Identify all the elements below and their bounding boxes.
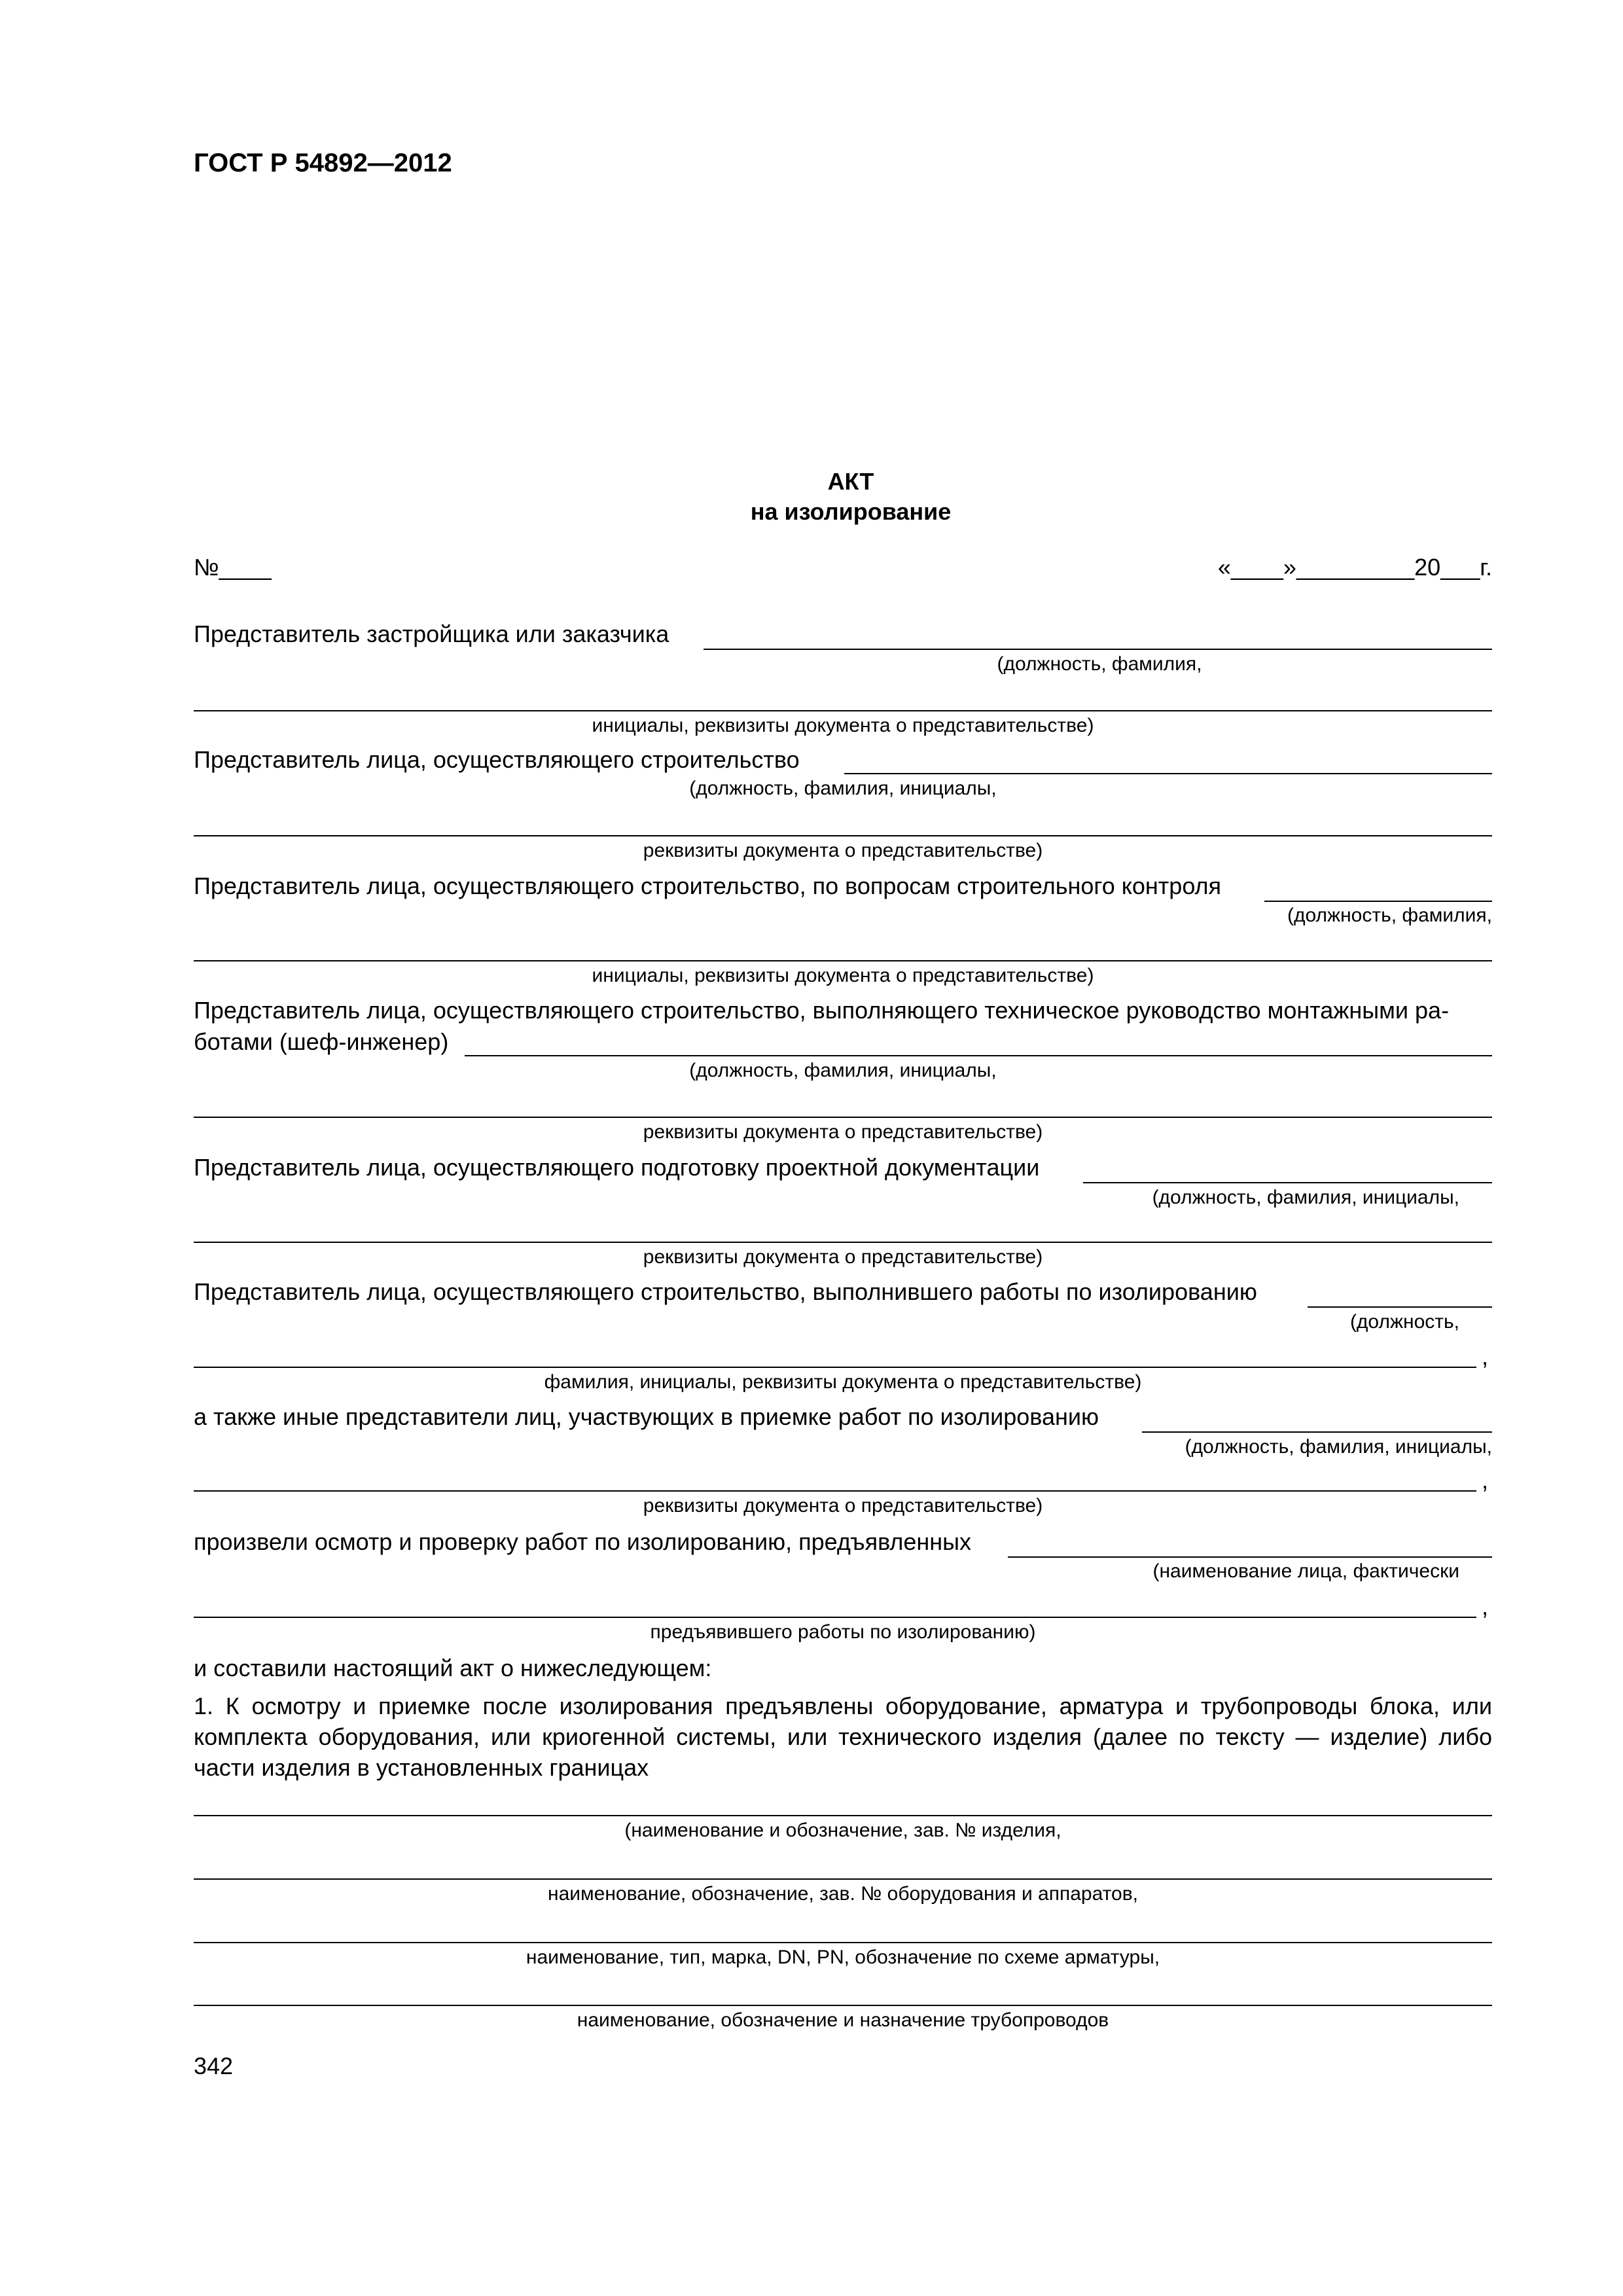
item-caption-c: наименование, тип, марка, DN, PN, обозначение по схеме арматуры, [526,1946,1160,1968]
insulator-input-line-2[interactable] [194,1367,1476,1368]
act-number: №____ [194,554,272,581]
body-intro: и составили настоящий акт о нижеследующем: [194,1655,712,1681]
others-input-line-2[interactable] [194,1490,1476,1492]
developer-label: Представитель застройщика или заказчика [194,620,669,647]
item-input-line-b[interactable] [194,1878,1492,1880]
inspection-caption-2: предъявившего работы по изолированию) [650,1621,1036,1643]
insulator-label: Представитель лица, осуществляющего строительство, выполнившего работы по изолированию [194,1278,1257,1305]
item-caption-d: наименование, обозначение и назначение трубопроводов [577,2009,1109,2031]
others-label: а также иные представители лиц, участвующих в приемке работ по изолированию [194,1403,1099,1430]
document-header: ГОСТ Р 54892—2012 [194,149,452,177]
item-caption-b: наименование, обозначение, зав. № оборудования и аппаратов, [548,1883,1138,1905]
act-title: АКТ [827,468,874,495]
item-caption-a: (наименование и обозначение, зав. № изделия, [624,1820,1061,1841]
insulator-caption-2: фамилия, инициалы, реквизиты документа о представительстве) [544,1371,1142,1393]
chief-input-line[interactable] [465,1055,1492,1056]
inspection-label: произвели осмотр и проверку работ по изолированию, предъявленных [194,1528,972,1555]
builder-caption-1: (должность, фамилия, инициалы, [689,778,997,799]
others-comma: , [1482,1467,1489,1494]
item1-line2: комплекта оборудования, или криогенной системы, или технического изделия (далее по тексту — изделие) либо [194,1723,1492,1750]
item-input-line-a[interactable] [194,1815,1492,1816]
others-caption-1: (должность, фамилия, инициалы, [1185,1436,1492,1458]
builder-caption-2: реквизиты документа о представительстве) [643,840,1043,861]
chief-label-line1: Представитель лица, осуществляющего строительство, выполняющего техническое руководство монтажными ра- [194,997,1450,1024]
developer-input-line-2[interactable] [194,710,1492,711]
control-caption-2: инициалы, реквизиты документа о представительстве) [592,965,1094,986]
chief-input-line-2[interactable] [194,1117,1492,1118]
developer-caption-2: инициалы, реквизиты документа о представительстве) [592,715,1094,736]
act-date: «____»_________20___г. [1217,554,1492,581]
act-subtitle: на изолирование [750,498,952,525]
others-caption-2: реквизиты документа о представительстве) [643,1495,1043,1516]
control-input-line-2[interactable] [194,960,1492,961]
control-label: Представитель лица, осуществляющего строительство, по вопросам строительного контроля [194,872,1222,899]
chief-label-line2: ботами (шеф-инженер) [194,1028,449,1055]
design-input-line-2[interactable] [194,1242,1492,1243]
item-input-line-c[interactable] [194,1942,1492,1943]
developer-caption-1: (должность, фамилия, [997,653,1202,675]
control-input-line[interactable] [1264,901,1492,902]
control-caption-1: (должность, фамилия, [1287,905,1492,926]
insulator-input-line[interactable] [1308,1306,1492,1308]
builder-input-line-2[interactable] [194,835,1492,836]
builder-input-line[interactable] [844,773,1492,774]
others-input-line[interactable] [1142,1431,1492,1433]
design-caption-2: реквизиты документа о представительстве) [643,1246,1043,1268]
inspection-input-line-2[interactable] [194,1617,1476,1618]
chief-caption-2: реквизиты документа о представительстве) [643,1121,1043,1143]
insulator-caption-1: (должность, [1349,1311,1459,1333]
inspection-caption-1: (наименование лица, фактически [1152,1560,1459,1582]
item1-line3: части изделия в установленных границах [194,1754,649,1781]
item1-line1: 1. К осмотру и приемке после изолирования предъявлены оборудование, арматура и трубопроводы блока, или [194,1693,1492,1719]
design-caption-1: (должность, фамилия, инициалы, [1152,1187,1459,1208]
builder-label: Представитель лица, осуществляющего строительство [194,746,800,773]
inspection-comma: , [1482,1593,1489,1620]
inspection-input-line[interactable] [1008,1556,1492,1558]
developer-input-line[interactable] [704,649,1492,650]
chief-caption-1: (должность, фамилия, инициалы, [689,1060,997,1081]
design-input-line[interactable] [1083,1182,1492,1183]
page-number: 342 [194,2053,234,2079]
insulator-comma: , [1482,1343,1489,1370]
item-input-line-d[interactable] [194,2005,1492,2006]
design-label: Представитель лица, осуществляющего подготовку проектной документации [194,1154,1040,1181]
